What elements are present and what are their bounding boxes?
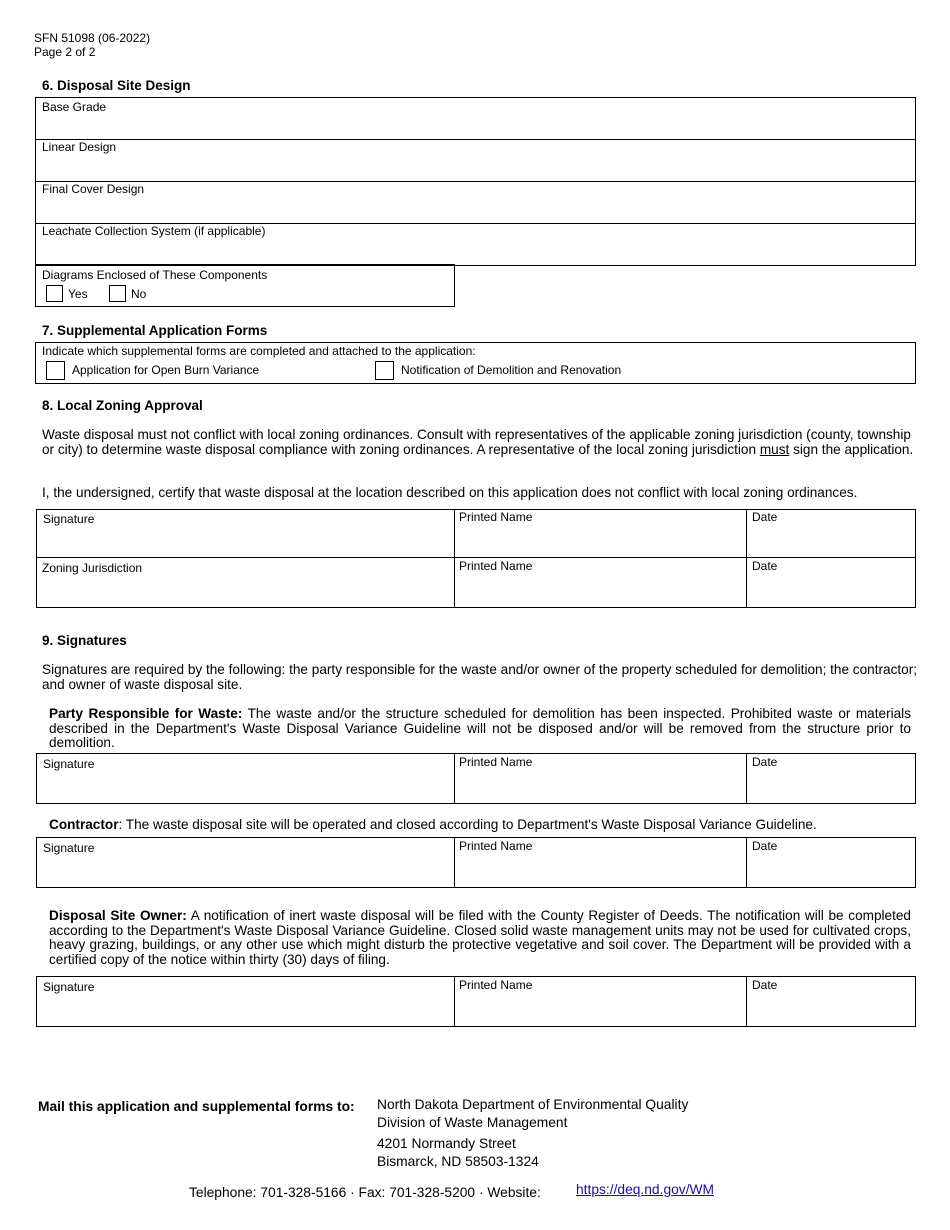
divider [746, 509, 747, 608]
form-id: SFN 51098 (06-2022) [34, 31, 151, 45]
contractor-signature-field[interactable] [38, 857, 452, 886]
party-paragraph [49, 707, 911, 751]
party-label: Party Responsible for Waste: [49, 706, 243, 721]
zoning-certification: I, the undersigned, certify that waste disposal at the location described on this application does not conflict with local zoning ordinances. [42, 485, 858, 500]
contractor-printed-name-field[interactable] [457, 857, 744, 886]
owner-printed-name-label: Printed Name [459, 978, 533, 992]
zoning-printed-name-field-2[interactable] [457, 577, 744, 606]
party-printed-name-field[interactable] [457, 773, 744, 802]
divider [454, 976, 455, 1027]
linear-design-label: Linear Design [42, 140, 117, 154]
zoning-date-label-2: Date [752, 559, 778, 573]
zoning-date-field-2[interactable] [749, 577, 914, 606]
final-cover-label: Final Cover Design [42, 182, 145, 196]
contractor-signature-label: Signature [43, 841, 95, 855]
owner-text: A notification of inert waste disposal will be filed with the County Register of Deeds. The notification will be completed according to the Department's Waste Disposal Variance Guideline. Closed solid waste management units may not be used for cultivated crops, heavy grazing, buildings, or any other use which might disturb the protective vegetative and soil cover. The Department will be provided with a certified copy of the notice within thirty (30) days of filing. [49, 908, 911, 967]
divider [746, 837, 747, 888]
zoning-signature-field[interactable] [38, 528, 452, 555]
diagrams-no-label: No [131, 287, 147, 301]
diagrams-yes-label: Yes [68, 287, 88, 301]
final-cover-field[interactable] [36, 199, 914, 221]
owner-signature-label: Signature [43, 980, 95, 994]
zoning-text-a: Waste disposal must not conflict with local zoning ordinances. Consult with representatives of the applicable zoning jurisdiction (county, township or city) to determine waste disposal compliance with zoning ordinances. A representative of the local zoning jurisdiction [42, 427, 911, 457]
divider [35, 139, 916, 140]
divider [35, 181, 916, 182]
base-grade-field[interactable] [36, 116, 914, 138]
diagrams-yes-checkbox[interactable] [46, 285, 63, 302]
address-line-1: North Dakota Department of Environmental Quality [377, 1097, 689, 1112]
divider [746, 976, 747, 1027]
owner-signature-field[interactable] [38, 996, 452, 1025]
zoning-date-label: Date [752, 510, 778, 524]
address-line-2: Division of Waste Management [377, 1115, 568, 1130]
website-link[interactable]: https://deq.nd.gov/WM [576, 1182, 715, 1197]
zoning-text-b: sign the application. [789, 441, 914, 457]
divider [454, 509, 455, 608]
zoning-date-field[interactable] [749, 528, 914, 555]
zoning-jurisdiction-label: Zoning Jurisdiction [42, 561, 143, 575]
leachate-field[interactable] [36, 241, 914, 263]
party-signature-label: Signature [43, 757, 95, 771]
address-line-3: 4201 Normandy Street [377, 1136, 516, 1151]
address-line-4: Bismarck, ND 58503-1324 [377, 1154, 539, 1169]
supplemental-instruction: Indicate which supplemental forms are completed and attached to the application: [42, 344, 476, 358]
zoning-printed-name-label: Printed Name [459, 510, 533, 524]
zoning-signature-label: Signature [43, 512, 95, 526]
owner-date-label: Date [752, 978, 778, 992]
zoning-printed-name-field[interactable] [457, 528, 744, 555]
party-date-field[interactable] [749, 773, 914, 802]
contractor-label: Contractor [49, 817, 119, 832]
leachate-label: Leachate Collection System (if applicable) [42, 224, 266, 238]
zoning-printed-name-label-2: Printed Name [459, 559, 533, 573]
owner-date-field[interactable] [749, 996, 914, 1025]
party-date-label: Date [752, 755, 778, 769]
contractor-paragraph [49, 818, 919, 833]
diagrams-label: Diagrams Enclosed of These Components [42, 268, 268, 282]
party-printed-name-label: Printed Name [459, 755, 533, 769]
contractor-date-field[interactable] [749, 857, 914, 886]
divider [454, 753, 455, 804]
open-burn-checkbox[interactable] [46, 361, 65, 380]
party-text: The waste and/or the structure scheduled for demolition has been inspected. Prohibited waste or materials described in the Department's Waste Disposal Variance Guideline will not be disposed and/or will be removed from the structure prior to demolition. [49, 706, 911, 750]
contractor-printed-name-label: Printed Name [459, 839, 533, 853]
zoning-text-must: must [759, 441, 790, 457]
owner-label: Disposal Site Owner: [49, 908, 187, 923]
demolition-checkbox[interactable] [375, 361, 394, 380]
party-signature-field[interactable] [38, 773, 452, 802]
divider [746, 753, 747, 804]
open-burn-label: Application for Open Burn Variance [72, 363, 260, 377]
signatures-intro: Signatures are required by the following: the party responsible for the waste and/or owner of the property scheduled for demolition; the contractor; and owner of waste disposal site. [42, 662, 918, 692]
mail-label: Mail this application and supplemental forms to: [38, 1099, 355, 1114]
owner-printed-name-field[interactable] [457, 996, 744, 1025]
zoning-paragraph [42, 428, 922, 457]
contractor-date-label: Date [752, 839, 778, 853]
owner-paragraph [49, 909, 911, 967]
linear-design-field[interactable] [36, 157, 914, 179]
diagrams-no-checkbox[interactable] [109, 285, 126, 302]
contact-line: Telephone: 701-328-5166 · Fax: 701-328-5200 · Website: [189, 1185, 541, 1200]
divider [36, 557, 916, 558]
zoning-jurisdiction-field[interactable] [38, 577, 452, 606]
demolition-label: Notification of Demolition and Renovation [401, 363, 622, 377]
base-grade-label: Base Grade [42, 100, 107, 114]
section-6-title: 6. Disposal Site Design [42, 78, 191, 93]
section-7-title: 7. Supplemental Application Forms [42, 323, 268, 338]
section-8-title: 8. Local Zoning Approval [42, 398, 203, 413]
contractor-text: : The waste disposal site will be operated and closed according to Department's Waste Disposal Variance Guideline. [118, 817, 817, 832]
section-9-title: 9. Signatures [42, 633, 127, 648]
divider [454, 837, 455, 888]
page-number: Page 2 of 2 [34, 45, 96, 59]
